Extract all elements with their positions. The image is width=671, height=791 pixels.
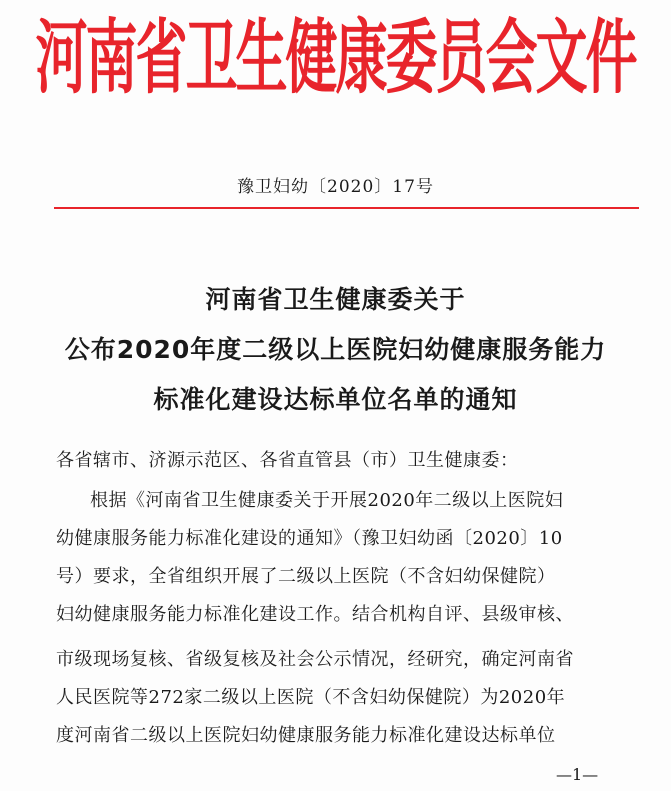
page-number: —1— — [556, 765, 599, 784]
notice-title-line-3: 标准化建设达标单位名单的通知 — [153, 385, 518, 414]
salutation: 各省辖市、济源示范区、各省直管县（市）卫生健康委： — [56, 450, 519, 471]
masthead-title: 河南省卫生健康委员会文件 — [35, 12, 636, 106]
body-line: 人民医院等272家二级以上医院（不含妇幼保健院）为2020年 — [56, 687, 566, 708]
body-line: 市级现场复核、省级复核及社会公示情况，经研究，确定河南省 — [56, 649, 574, 670]
body-line: 根据《河南省卫生健康委关于开展2020年二级以上医院妇 — [90, 490, 564, 511]
red-separator-line — [54, 207, 639, 209]
notice-title-line-2: 公布2020年度二级以上医院妇幼健康服务能力 — [64, 335, 607, 364]
body-line: 幼健康服务能力标准化建设的通知》（豫卫妇幼函〔2020〕10 — [56, 528, 563, 549]
body-line: 妇幼健康服务能力标准化建设工作。结合机构自评、县级审核、 — [56, 604, 574, 625]
body-line: 号）要求，全省组织开展了二级以上医院（不含妇幼保健院） — [56, 566, 556, 587]
notice-title-line-1: 河南省卫生健康委关于 — [205, 285, 466, 314]
document-number: 豫卫妇幼〔2020〕17号 — [237, 177, 434, 197]
body-line: 度河南省二级以上医院妇幼健康服务能力标准化建设达标单位 — [56, 725, 556, 746]
